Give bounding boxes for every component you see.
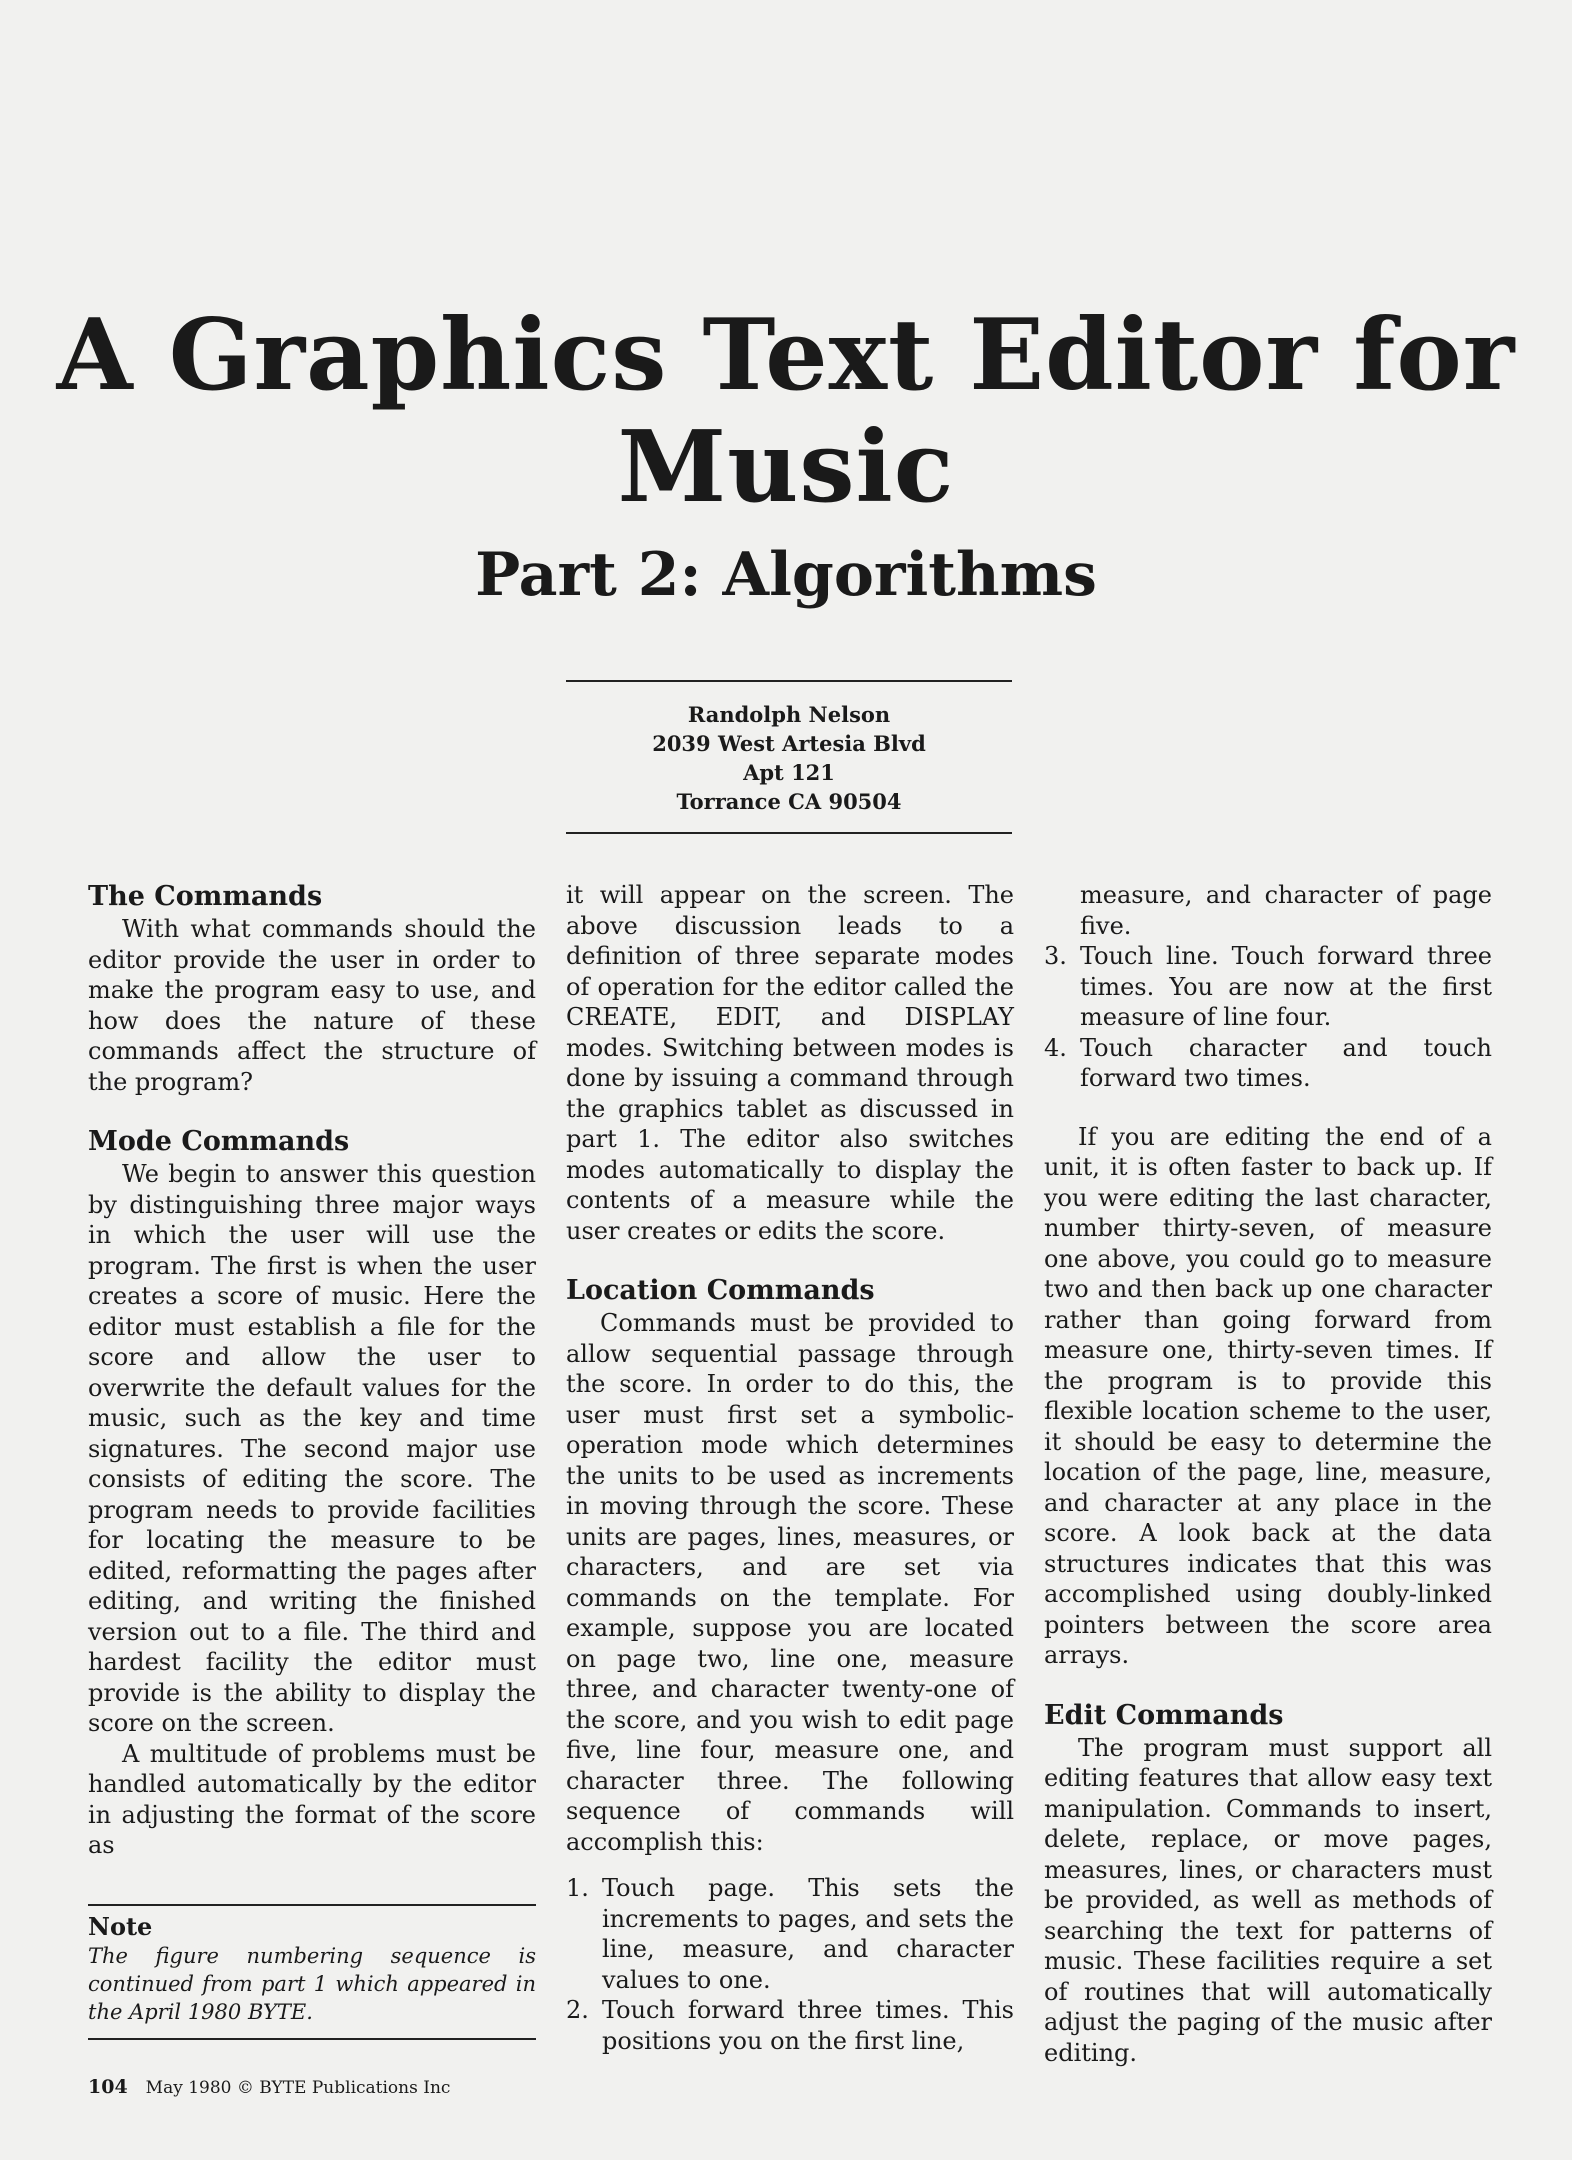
author-byline xyxy=(566,680,1012,834)
title-line-1: A Graphics Text Editor for xyxy=(56,298,1516,413)
list-number: 4. xyxy=(1044,1033,1067,1062)
page-footer xyxy=(88,2076,450,2099)
list-text: measure, and character of page five. xyxy=(1080,881,1492,940)
author-address-line-2: Apt 121 xyxy=(743,760,835,785)
list-item xyxy=(1044,1033,1492,1094)
paragraph-commands: With what commands should the editor provide the user in order to make the program easy to use, and how does the nature of these commands affect the structure of the program? xyxy=(88,915,536,1096)
author-city: Torrance CA 90504 xyxy=(676,789,902,814)
list-item xyxy=(1044,941,1492,1033)
paragraph-mode-2: A multitude of problems must be handled automatically by the editor in adjusting the format of the score as xyxy=(88,1739,536,1859)
column-1 xyxy=(88,880,536,1861)
list-text: Touch character and touch forward two times. xyxy=(1080,1033,1492,1092)
note-text: The figure numbering sequence is continued from part 1 which appeared in the April 1980 BYTE. xyxy=(88,1944,536,2024)
list-item-continued xyxy=(1044,880,1492,941)
paragraph-edit: The program must support all editing features that allow easy text manipulation. Commands to insert, delete, replace, or move pages, measures, lines, or characters must be provided, as well as methods of searching the text for patterns of music. These facilities require a set of routines that will automatically adjust the paging of the music after editing. xyxy=(1044,1733,1492,2067)
author-address-line-1: 2039 West Artesia Blvd xyxy=(652,731,926,756)
article-title xyxy=(0,300,1572,524)
author-name: Randolph Nelson xyxy=(687,702,891,727)
heading-mode-commands: Mode Commands xyxy=(88,1126,350,1157)
heading-location-commands: Location Commands xyxy=(566,1275,875,1306)
list-item xyxy=(566,1873,1014,1995)
list-text: Touch forward three times. This positions you on the first line, xyxy=(602,1996,1014,2055)
paragraph-continued: it will appear on the screen. The above discussion leads to a definition of three separate modes of operation for the editor called the CREATE, EDIT, and DISPLAY modes. Switching between modes is done by issuing a command through the graphics tablet as discussed in part 1. The editor also switches modes automatically to display the contents of a measure while the user creates or edits the score. xyxy=(566,881,1014,1245)
column-2 xyxy=(566,880,1014,2056)
list-text: Touch page. This sets the increments to pages, and sets the line, measure, and character values to one. xyxy=(602,1874,1014,1994)
page-number: 104 xyxy=(88,2076,128,2098)
command-list-continued xyxy=(1044,880,1492,1094)
article-subtitle: Part 2: Algorithms xyxy=(475,540,1097,610)
paragraph-location: Commands must be provided to allow sequential passage through the score. In order to do this, the user must first set a symbolic-operation mode which determines the units to be used as increments in moving through the score. These units are pages, lines, measures, or characters, and are set via commands on the template. For example, suppose you are located on page two, line one, measure three, and character twenty-one of the score, and you wish to edit page five, line four, measure one, and character three. The following sequence of commands will accomplish this: xyxy=(566,1309,1014,1856)
list-number: 1. xyxy=(566,1874,589,1902)
list-item xyxy=(566,1995,1014,2056)
list-text: Touch line. Touch forward three times. You are now at the first measure of line four. xyxy=(1080,942,1492,1031)
paragraph-backup: If you are editing the end of a unit, it is often faster to back up. If you were editing the last character, number thirty-seven, of measure one above, you could go to measure two and then back up one character rather than going forward from measure one, thirty-seven times. If the program is to provide this flexible location scheme to the user, it should be easy to determine the location of the page, line, measure, and character at any place in the score. A look back at the data structures indicates that this was accomplished using doubly-linked pointers between the score area arrays. xyxy=(1044,1122,1492,1669)
list-number: 2. xyxy=(566,1996,589,2024)
paragraph-mode-1: We begin to answer this question by distinguishing three major ways in which the user will use the program. The first is when the user creates a score of music. Here the editor must establish a file for the score and allow the user to overwrite the default values for the music, such as the key and time signatures. The second major use consists of editing the score. The program needs to provide facilities for locating the measure to be edited, reformatting the pages after editing, and writing the finished version out to a file. The third and hardest facility the editor must provide is the ability to display the score on the screen. xyxy=(88,1160,536,1737)
note-heading: Note xyxy=(88,1912,153,1941)
footer-credit: May 1980 © BYTE Publications Inc xyxy=(145,2078,451,2098)
note-box xyxy=(88,1904,536,2040)
title-line-2: Music xyxy=(617,410,955,525)
heading-edit-commands: Edit Commands xyxy=(1044,1699,1284,1731)
column-3 xyxy=(1044,880,1492,2068)
list-number: 3. xyxy=(1044,942,1067,970)
command-list xyxy=(566,1873,1014,2056)
heading-the-commands: The Commands xyxy=(88,881,323,912)
